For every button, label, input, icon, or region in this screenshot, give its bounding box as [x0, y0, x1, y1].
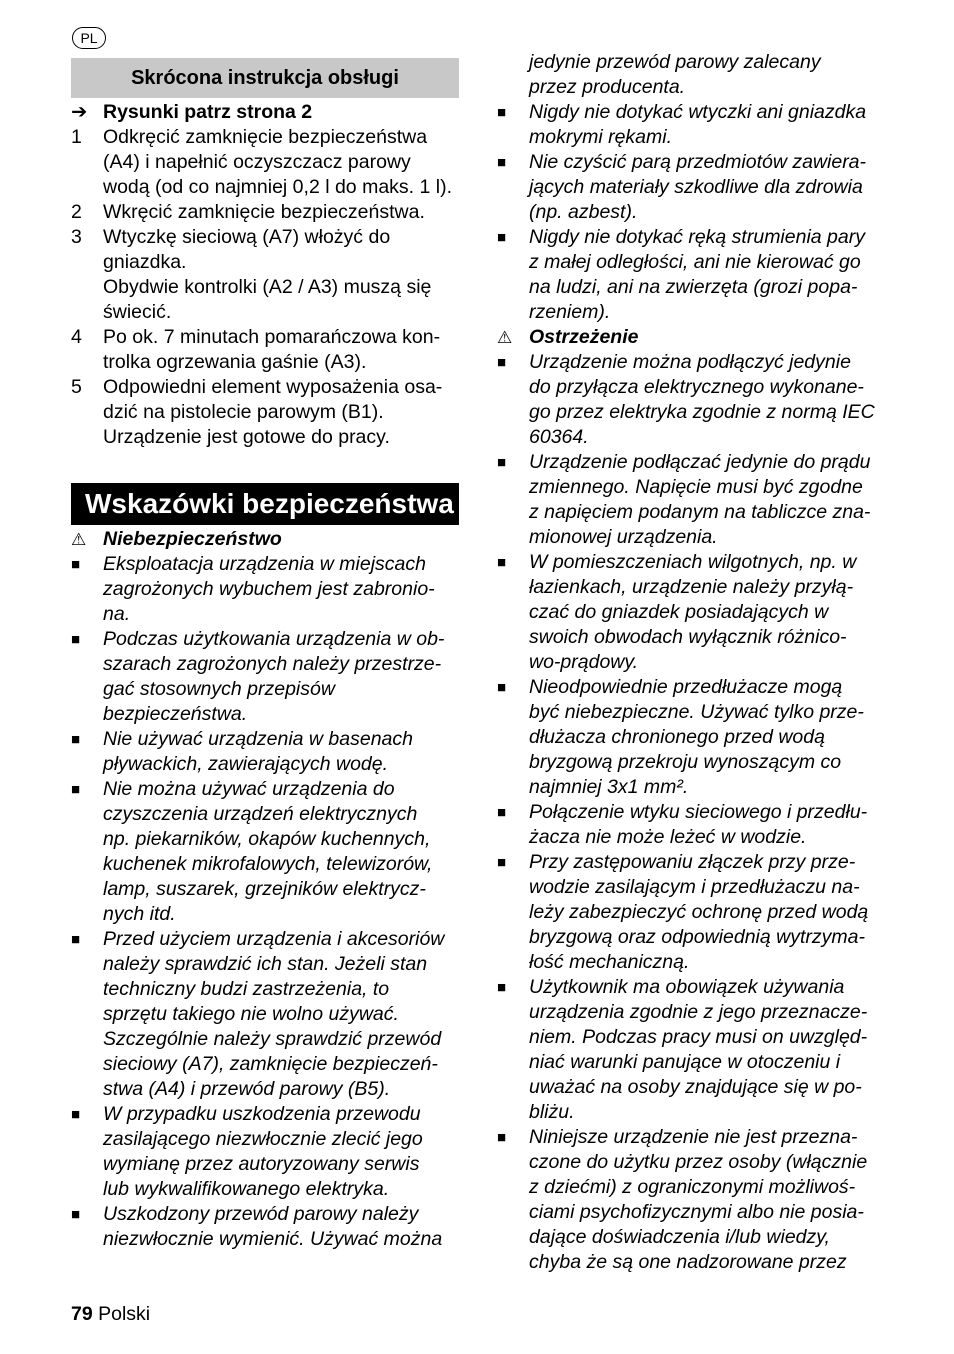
bullet-line: lamp, suszarek, grzejników elektrycz-: [103, 878, 426, 900]
bullet-line: należy sprawdzić ich stan. Jeżeli stan: [103, 953, 428, 975]
bullet-line: sieciowy (A7), zamknięcie bezpieczeń-: [103, 1053, 438, 1075]
step-number: 4: [71, 326, 82, 348]
bullet-line: najmniej 3x1 mm².: [529, 776, 689, 798]
bullet-line: go przez elektryka zgodnie z normą IEC: [529, 401, 875, 423]
step-number: 5: [71, 376, 82, 398]
quick-step: [71, 375, 459, 450]
square-bullet-icon: ■: [497, 554, 507, 571]
bullet-line: zagrożonych wybuchem jest zabronio-: [103, 578, 435, 600]
step-line: wodą (od co najmniej 0,2 l do maks. 1 l).: [103, 176, 453, 198]
warning-heading: [497, 325, 889, 350]
bullet-line: bryzgową oraz odpowiednią wytrzyma-: [529, 926, 865, 948]
square-bullet-icon: ■: [71, 631, 81, 648]
bullet-line: niać warunki panujące w otoczeniu i: [529, 1051, 841, 1073]
quick-step: [71, 325, 459, 375]
bullet-line: Nieodpowiednie przedłużacze mogą: [529, 676, 843, 698]
bullet-line: leży zabezpieczyć ochronę przed wodą: [529, 901, 869, 923]
bullet-text: [103, 927, 459, 1102]
bullet-line: żacza nie może leżeć w wodzie.: [529, 826, 807, 848]
bullet-line: Nie można używać urządzenia do: [103, 778, 395, 800]
bullet-text: [529, 550, 889, 675]
bullet-line: wo-prądowy.: [529, 651, 639, 673]
bullet-line: niem. Podczas pracy musi on uwzględ-: [529, 1026, 868, 1048]
warning-list: [497, 350, 889, 1275]
bullet-line: Przy zastępowaniu złączek przy prze-: [529, 851, 856, 873]
continued-text: [497, 50, 889, 100]
square-bullet-icon: ■: [497, 104, 507, 121]
bullet-line: na ludzi, ani na zwierzęta (grozi popa-: [529, 276, 858, 298]
step-line: gniazdka.: [103, 251, 187, 273]
square-bullet-icon: ■: [497, 354, 507, 371]
bullet-line: czać do gniazdek posiadających w: [529, 601, 829, 623]
bullet-line: W pomieszczeniach wilgotnych, np. w: [529, 551, 857, 573]
bullet-line: Urządzenie można podłączyć jedynie: [529, 351, 851, 373]
bullet-item: [497, 100, 889, 150]
bullet-line: czone do użytku przez osoby (włącznie: [529, 1151, 868, 1173]
bullet-text: [529, 850, 889, 975]
bullet-line: dłużacza chronionego przed wodą: [529, 726, 825, 748]
bullet-text: [529, 150, 889, 225]
bullet-item: [497, 550, 889, 675]
square-bullet-icon: ■: [71, 1106, 81, 1123]
bullet-line: bezpieczeństwa.: [103, 703, 248, 725]
bullet-line: gać stosownych przepisów: [103, 678, 335, 700]
page-footer: [71, 1302, 150, 1327]
quick-step: [71, 200, 459, 225]
bullet-item: [497, 225, 889, 325]
bullet-line: Połączenie wtyku sieciowego i przedłu-: [529, 801, 868, 823]
bullet-line: na.: [103, 603, 131, 625]
bullet-text: [529, 100, 889, 150]
danger-list-left: [71, 552, 459, 1252]
bullet-line: Szczególnie należy sprawdzić przewód: [103, 1028, 442, 1050]
bullet-line: lub wykwalifikowanego elektryka.: [103, 1178, 390, 1200]
square-bullet-icon: ■: [497, 154, 507, 171]
bullet-item: [71, 727, 459, 777]
right-column: [497, 50, 889, 1275]
bullet-line: bryzgową przekroju wynoszącym co: [529, 751, 842, 773]
step-line: trolka ogrzewania gaśnie (A3).: [103, 351, 367, 373]
square-bullet-icon: ■: [497, 454, 507, 471]
step-line: Urządzenie jest gotowe do pracy.: [103, 426, 390, 448]
step-line: (A4) i napełnić oczyszczacz parowy: [103, 151, 411, 173]
bullet-line: bliżu.: [529, 1101, 575, 1123]
bullet-line: Niniejsze urządzenie nie jest przezna-: [529, 1126, 858, 1148]
step-line: Wtyczkę sieciową (A7) włożyć do: [103, 226, 391, 248]
bullet-item: [71, 627, 459, 727]
step-text: [103, 225, 459, 325]
bullet-line: szarach zagrożonych należy przestrze-: [103, 653, 442, 675]
step-number: 2: [71, 201, 82, 223]
continued-line: jedynie przewód parowy zalecany: [529, 51, 821, 73]
bullet-line: pływackich, zawierających wodę.: [103, 753, 389, 775]
bullet-line: Podczas użytkowania urządzenia w ob-: [103, 628, 445, 650]
bullet-line: rzeniem).: [529, 301, 611, 323]
bullet-line: zmiennego. Napięcie musi być zgodne: [529, 476, 863, 498]
bullet-text: [103, 777, 459, 927]
step-text: [103, 200, 459, 225]
bullet-text: [103, 1102, 459, 1202]
bullet-line: łazienkach, urządzenie należy przyłą-: [529, 576, 854, 598]
footer-language: Polski: [98, 1303, 151, 1325]
bullet-line: techniczny budzi zastrzeżenia, to: [103, 978, 390, 1000]
bullet-line: z małej odległości, ani nie kierować go: [529, 251, 861, 273]
bullet-line: do przyłącza elektrycznego wykonane-: [529, 376, 864, 398]
bullet-line: Użytkownik ma obowiązek używania: [529, 976, 845, 998]
bullet-item: [71, 1202, 459, 1252]
bullet-text: [103, 727, 459, 777]
bullet-line: Przed użyciem urządzenia i akcesoriów: [103, 928, 445, 950]
quick-step: [71, 125, 459, 200]
bullet-line: niezwłocznie wymienić. Używać można: [103, 1228, 443, 1250]
step-text: [103, 325, 459, 375]
see-figures-text: Rysunki patrz strona 2: [103, 101, 313, 123]
bullet-line: nych itd.: [103, 903, 176, 925]
bullet-text: [103, 552, 459, 627]
bullet-text: [529, 975, 889, 1125]
bullet-item: [497, 150, 889, 225]
bullet-line: z dziećmi) z ograniczonymi możliwoś-: [529, 1176, 856, 1198]
safety-section-title: Wskazówki bezpieczeństwa: [71, 483, 459, 525]
page-number: 79: [71, 1303, 93, 1325]
bullet-line: jących materiały szkodliwe dla zdrowia: [529, 176, 863, 198]
step-line: Po ok. 7 minutach pomarańczowa kon-: [103, 326, 441, 348]
step-text: [103, 375, 459, 450]
bullet-line: Nigdy nie dotykać wtyczki ani gniazdka: [529, 101, 867, 123]
square-bullet-icon: ■: [71, 931, 81, 948]
quick-step: [71, 225, 459, 325]
square-bullet-icon: ■: [497, 229, 507, 246]
square-bullet-icon: ■: [71, 556, 81, 573]
bullet-item: [497, 450, 889, 550]
square-bullet-icon: ■: [497, 1129, 507, 1146]
quick-steps-list: [71, 125, 459, 450]
bullet-line: Urządzenie podłączać jedynie do prądu: [529, 451, 871, 473]
danger-label: Niebezpieczeństwo: [103, 528, 282, 550]
step-line: Obydwie kontrolki (A2 / A3) muszą się: [103, 276, 432, 298]
bullet-text: [529, 350, 889, 450]
bullet-line: łość mechaniczną.: [529, 951, 690, 973]
bullet-text: [529, 800, 889, 850]
bullet-line: Nie używać urządzenia w basenach: [103, 728, 414, 750]
step-line: Wkręcić zamknięcie bezpieczeństwa.: [103, 201, 425, 223]
danger-heading: [71, 527, 459, 552]
bullet-line: urządzenia zgodnie z jego przeznacze-: [529, 1001, 868, 1023]
bullet-line: być niebezpieczne. Używać tylko prze-: [529, 701, 864, 723]
square-bullet-icon: ■: [71, 731, 81, 748]
square-bullet-icon: ■: [497, 804, 507, 821]
bullet-line: W przypadku uszkodzenia przewodu: [103, 1103, 421, 1125]
step-line: dzić na pistolecie parowym (B1).: [103, 401, 384, 423]
step-line: Odkręcić zamknięcie bezpieczeństwa: [103, 126, 428, 148]
bullet-item: [497, 800, 889, 850]
step-line: Odpowiedni element wyposażenia osa-: [103, 376, 443, 398]
bullet-text: [529, 450, 889, 550]
bullet-line: swoich obwodach wyłącznik różnico-: [529, 626, 847, 648]
bullet-item: [497, 850, 889, 975]
bullet-line: czyszczenia urządzeń elektrycznych: [103, 803, 418, 825]
square-bullet-icon: ■: [71, 1206, 81, 1223]
continued-line: przez producenta.: [529, 76, 686, 98]
square-bullet-icon: ■: [71, 781, 81, 798]
step-number: 3: [71, 226, 82, 248]
bullet-item: [71, 552, 459, 627]
arrow-right-icon: ➔: [71, 101, 88, 123]
bullet-line: 60364.: [529, 426, 589, 448]
bullet-line: chyba że są one nadzorowane przez: [529, 1251, 847, 1273]
bullet-text: [529, 225, 889, 325]
square-bullet-icon: ■: [497, 854, 507, 871]
bullet-item: [497, 675, 889, 800]
bullet-line: ciami psychofizycznymi albo nie posia-: [529, 1201, 864, 1223]
bullet-item: [497, 1125, 889, 1275]
left-column: [71, 50, 459, 1252]
danger-list-right: [497, 100, 889, 325]
square-bullet-icon: ■: [497, 979, 507, 996]
bullet-line: mionowej urządzenia.: [529, 526, 718, 548]
bullet-item: [497, 350, 889, 450]
language-badge: PL: [72, 27, 106, 49]
step-line: świecić.: [103, 301, 172, 323]
bullet-line: wodzie zasilającym i przedłużaczu na-: [529, 876, 860, 898]
bullet-line: wymianę przez autoryzowany serwis: [103, 1153, 420, 1175]
bullet-item: [497, 975, 889, 1125]
square-bullet-icon: ■: [497, 679, 507, 696]
bullet-line: uważać na osoby znajdujące się w po-: [529, 1076, 862, 1098]
bullet-line: kuchenek mikrofalowych, telewizorów,: [103, 853, 433, 875]
quick-guide-heading: Skrócona instrukcja obsługi: [71, 58, 459, 98]
bullet-line: np. piekarników, okapów kuchennych,: [103, 828, 431, 850]
bullet-line: Uszkodzony przewód parowy należy: [103, 1203, 419, 1225]
see-figures-line: [71, 100, 459, 125]
step-number: 1: [71, 126, 82, 148]
bullet-text: [529, 675, 889, 800]
warning-label: Ostrzeżenie: [529, 326, 639, 348]
bullet-text: [529, 1125, 889, 1275]
step-text: [103, 125, 459, 200]
bullet-line: zasilającego niezwłocznie zlecić jego: [103, 1128, 423, 1150]
bullet-line: sprzętu takiego nie wolno używać.: [103, 1003, 399, 1025]
bullet-text: [103, 1202, 459, 1252]
bullet-line: dające doświadczenia i/lub wiedzy,: [529, 1226, 830, 1248]
bullet-line: Nie czyścić parą przedmiotów zawiera-: [529, 151, 867, 173]
bullet-line: z napięciem podanym na tabliczce zna-: [529, 501, 871, 523]
bullet-item: [71, 1102, 459, 1202]
bullet-item: [71, 927, 459, 1102]
bullet-line: stwa (A4) i przewód parowy (B5).: [103, 1078, 391, 1100]
bullet-item: [71, 777, 459, 927]
bullet-text: [103, 627, 459, 727]
bullet-line: Eksploatacja urządzenia w miejscach: [103, 553, 426, 575]
warning-triangle-icon: ⚠: [71, 530, 87, 549]
warning-triangle-icon: ⚠: [497, 328, 513, 347]
bullet-line: Nigdy nie dotykać ręką strumienia pary: [529, 226, 865, 248]
bullet-line: (np. azbest).: [529, 201, 638, 223]
bullet-line: mokrymi rękami.: [529, 126, 673, 148]
